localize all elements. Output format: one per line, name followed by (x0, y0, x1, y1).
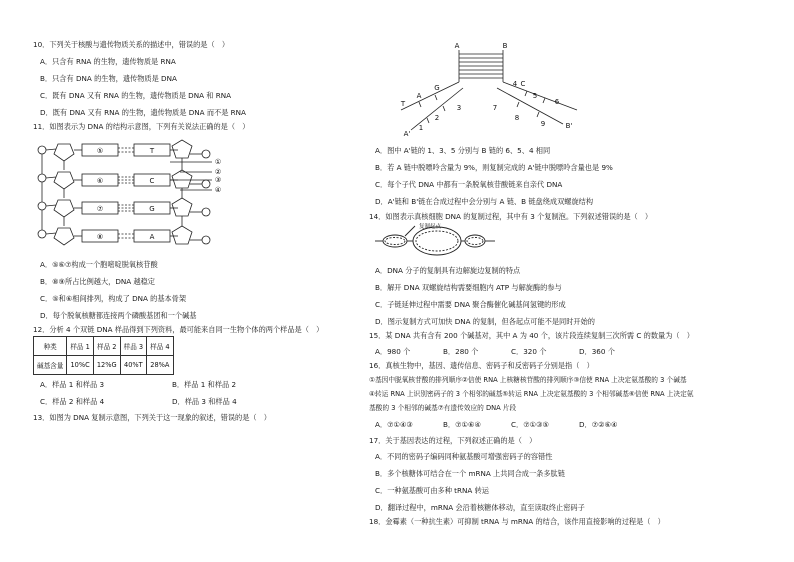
q17-option-b: B．多个核糖体可结合在一个 mRNA 上共同合成一条多肽链 (375, 469, 565, 478)
q10-option-c: C．既有 DNA 又有 RNA 的生物，遗传物质是 DNA 和 RNA (40, 91, 232, 100)
base-label-a: A (149, 233, 155, 241)
table-cell: 10%C (67, 356, 93, 375)
q13-stem: 13．如图为 DNA 复制示意图，下列关于这一现象的叙述，错误的是（ ） (33, 413, 271, 422)
q18-stem: 18．金霉素（一种抗生素）可抑制 tRNA 与 mRNA 的结合，该作用直接影响的过程是（ ） (369, 517, 665, 526)
q13-option-c: C．每个子代 DNA 中都有一条脱氧核苷酸链来自亲代 DNA (375, 180, 563, 189)
table-row (34, 356, 174, 375)
base-label-g: G (149, 205, 155, 213)
q17-option-a: A．不同的密码子编码同种氨基酸可增强密码子的容错性 (375, 452, 553, 461)
q12-option-b: B．样品 1 和样品 2 (172, 380, 237, 389)
q16-line-1: ①基因中脱氧核苷酸的排列顺序②信使 RNA 上核糖核苷酸的排列顺序③信使 RNA 上决定氨基酸的 3 个碱基 (369, 376, 687, 384)
fork-label-2: 2 (434, 114, 440, 122)
q15-stem: 15．某 DNA 共有含有 200 个碱基对，其中 A 为 40 个，该片段连续复制三次所需 C 的数量为（ ） (369, 331, 694, 340)
fork-label-a: A (454, 42, 460, 50)
table-header-cell: 样品 4 (147, 337, 173, 356)
fork-label-7: 7 (492, 104, 498, 112)
q16-line-3: 基酸的 3 个相邻的碱基⑦有遗传效应的 DNA 片段 (369, 404, 517, 412)
table-header-cell: 样品 3 (120, 337, 146, 356)
q10-option-a: A．只含有 RNA 的生物，遗传物质是 RNA (40, 57, 176, 66)
marker-2: ② (214, 168, 222, 176)
table-cell: 40%T (120, 356, 146, 375)
fork-label-t: T (400, 100, 406, 108)
fork-label-b-prime: B' (565, 122, 573, 130)
fork-label-5: 5 (532, 92, 538, 100)
q16-option-c: C．⑦①③⑤ (511, 420, 549, 429)
table-header-cell: 样品 1 (67, 337, 93, 356)
q14-option-b: B．解开 DNA 双螺旋结构需要细胞内 ATP 与解旋酶的参与 (375, 283, 562, 292)
q15-option-a: A．980 个 (375, 347, 411, 356)
fork-label-6: 6 (554, 98, 560, 106)
q11-option-a: A．⑤⑥⑦构成一个胞嘧啶脱氧核苷酸 (40, 260, 158, 269)
base-label-7: ⑦ (96, 205, 104, 213)
q11-option-d: D．每个脱氧核糖都连接两个磷酸基团和一个碱基 (40, 311, 197, 320)
q16-line-2: ④转运 RNA 上识别密码子的 3 个相邻的碱基⑤转运 RNA 上决定氨基酸的 3 个相邻碱基⑥信使 RNA 上决定氨 (369, 390, 694, 398)
q11-option-c: C．⑤和⑥相间排列，构成了 DNA 的基本骨架 (40, 294, 187, 303)
fork-label-3: 3 (456, 104, 462, 112)
q16-stem: 16．真核生物中，基因、遗传信息、密码子和反密码子分别是指（ ） (369, 361, 594, 370)
q17-option-d: D．翻译过程中，mRNA 会沿着核糖体移动，直至读取终止密码子 (375, 503, 585, 512)
fork-label-g: G (434, 84, 440, 92)
q14-stem: 14．如图表示真核细胞 DNA 的复制过程，其中有 3 个复制泡。下列叙述错误的是（ ） (369, 212, 653, 221)
q15-option-b: B．280 个 (443, 347, 479, 356)
base-label-6: ⑥ (96, 177, 104, 185)
q12-stem: 12．分析 4 个双链 DNA 样品得到下列资料，最可能来自同一生物个体的两个样品是（ ） (33, 325, 324, 334)
dna-structure-figure (30, 134, 230, 256)
fork-label-a-prime: A' (403, 130, 411, 138)
q17-option-c: C．一种氨基酸可由多种 tRNA 转运 (375, 486, 489, 495)
q14-option-d: D．图示复制方式可加快 DNA 的复制，但各起点可能不是同时开始的 (375, 317, 595, 326)
q14-option-c: C．子链延伸过程中需要 DNA 聚合酶催化碱基间氢键的形成 (375, 300, 566, 309)
q13-option-b: B．若 A 链中脱嘌呤含量为 9%，则复制完成的 A'链中脱嘌呤含量也是 9% (375, 163, 613, 172)
q13-option-d: D．A'链和 B'链在合成过程中会分别与 A 链、B 链盘绕成双螺旋结构 (375, 197, 594, 206)
q16-option-d: D．⑦②⑥④ (579, 420, 618, 429)
base-label-8: ⑧ (96, 233, 104, 241)
fork-label-9: 9 (540, 120, 546, 128)
q10-option-d: D．既有 DNA 又有 RNA 的生物，遗传物质是 DNA 而不是 RNA (40, 108, 246, 117)
fork-label-8: 8 (514, 114, 520, 122)
q12-option-d: D．样品 3 和样品 4 (172, 397, 237, 406)
q15-option-c: C．320 个 (511, 347, 547, 356)
table-row (34, 337, 174, 356)
fork-label-c: C (520, 80, 526, 88)
fork-label-4: 4 (512, 80, 518, 88)
table-header-cell: 种类 (34, 337, 67, 356)
q10-stem: 10．下列关于核酸与遗传物质关系的描述中，错误的是（ ） (33, 40, 230, 49)
q10-option-b: B．只含有 DNA 的生物，遗传物质是 DNA (40, 74, 177, 83)
q17-stem: 17．关于基因表达的过程，下列叙述正确的是（ ） (369, 436, 537, 445)
table-cell: 12%G (93, 356, 120, 375)
q12-option-c: C．样品 2 和样品 4 (40, 397, 105, 406)
origin-label: 复制起点 (419, 224, 442, 230)
q15-option-d: D．360 个 (579, 347, 615, 356)
q16-option-b: B．⑦①⑥④ (443, 420, 481, 429)
q12-option-a: A．样品 1 和样品 3 (40, 380, 105, 389)
q11-option-b: B．⑧⑨所占比例越大，DNA 越稳定 (40, 277, 155, 286)
base-label-5: ⑤ (96, 147, 104, 155)
fork-label-b: B (502, 42, 508, 50)
base-label-t: T (149, 147, 155, 155)
replication-bubbles-figure (375, 222, 495, 260)
base-label-c: C (149, 177, 155, 185)
table-cell: 28%A (147, 356, 173, 375)
q13-option-a: A．图中 A'链的 1、3、5 分别与 B 链的 6、5、4 相同 (375, 146, 551, 155)
q16-option-a: A．⑦①④③ (375, 420, 413, 429)
q11-stem: 11．如图表示为 DNA 的结构示意图，下列有关说法正确的是（ ） (33, 122, 250, 131)
q14-option-a: A．DNA 分子的复制具有边解旋边复制的特点 (375, 266, 521, 275)
fork-label-1: 1 (418, 124, 424, 132)
marker-3: ③ (214, 176, 222, 184)
marker-4: ④ (214, 186, 222, 194)
marker-1: ① (214, 158, 222, 166)
replication-fork-figure (397, 40, 587, 140)
samples-table (33, 336, 174, 375)
table-header-cell: 样品 2 (93, 337, 120, 356)
fork-label-a2: A (416, 92, 422, 100)
table-cell: 碱基含量 (34, 356, 67, 375)
